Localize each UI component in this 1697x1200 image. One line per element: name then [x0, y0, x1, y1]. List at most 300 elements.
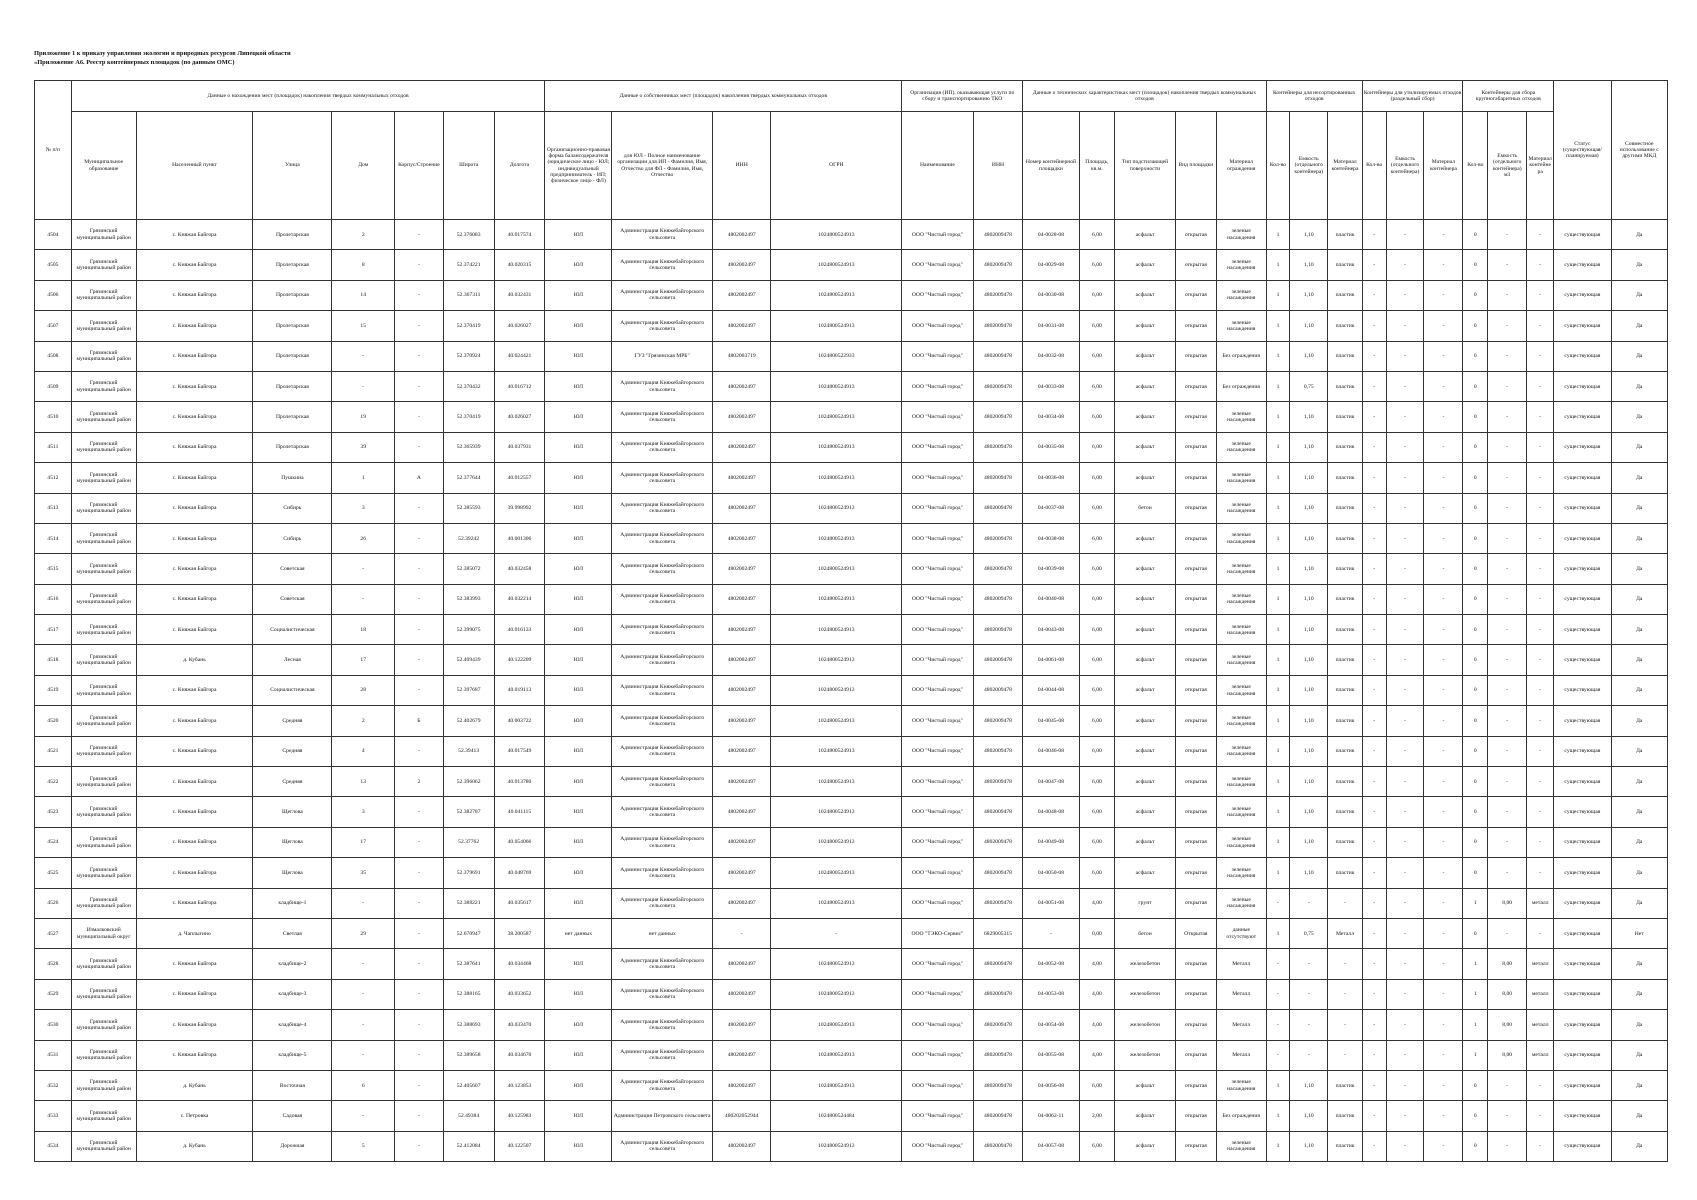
- table-cell: зеленые насаждения: [1216, 645, 1266, 675]
- table-cell: 1,10: [1290, 220, 1328, 250]
- table-cell: Да: [1611, 706, 1667, 736]
- table-cell: 52.388165: [443, 979, 494, 1009]
- table-cell: Грязинский муниципальный район: [71, 767, 136, 797]
- table-cell: открытая: [1175, 220, 1216, 250]
- table-cell: 4504: [35, 220, 72, 250]
- table-cell: -: [1488, 250, 1527, 280]
- table-cell: открытая: [1175, 463, 1216, 493]
- table-cell: 18: [332, 615, 395, 645]
- table-cell: Администрация Княжебайгорского сельсовета: [612, 523, 713, 553]
- table-cell: зеленые насаждения: [1216, 311, 1266, 341]
- table-cell: -: [1362, 949, 1386, 979]
- table-cell: асфальт: [1115, 1070, 1176, 1100]
- table-cell: -: [1424, 432, 1463, 462]
- table-cell: 1,10: [1290, 493, 1328, 523]
- column-header: Материал ограждения: [1216, 112, 1266, 220]
- table-cell: Грязинский муниципальный район: [71, 797, 136, 827]
- table-cell: ООО "Чистый город": [902, 220, 973, 250]
- table-cell: 4802009478: [973, 1131, 1023, 1161]
- table-cell: 52.382787: [443, 797, 494, 827]
- table-cell: 4802002497: [712, 797, 770, 827]
- table-cell: зеленые насаждения: [1216, 797, 1266, 827]
- column-header: Площадь, кв.м.: [1079, 112, 1115, 220]
- table-cell: 19: [332, 402, 395, 432]
- table-cell: 52.377644: [443, 463, 494, 493]
- table-cell: 40.019113: [494, 675, 545, 705]
- table-cell: ЮЛ: [545, 1131, 612, 1161]
- table-cell: -: [1386, 493, 1424, 523]
- table-cell: 4802009478: [973, 979, 1023, 1009]
- table-cell: 40.017574: [494, 220, 545, 250]
- table-cell: Без ограждения: [1216, 371, 1266, 401]
- table-cell: -: [1386, 523, 1424, 553]
- table-cell: ООО "Чистый город": [902, 1101, 973, 1131]
- table-cell: -: [1362, 371, 1386, 401]
- table-cell: пластик: [1328, 1101, 1363, 1131]
- table-cell: 1: [1266, 402, 1290, 432]
- table-cell: -: [1386, 554, 1424, 584]
- table-cell: -: [1386, 1070, 1424, 1100]
- table-cell: 04-0062-11: [1023, 1101, 1079, 1131]
- table-cell: 6,00: [1079, 341, 1115, 371]
- table-cell: с. Княжая Байгора: [136, 311, 253, 341]
- table-cell: -: [1527, 584, 1554, 614]
- table-cell: -: [1527, 280, 1554, 310]
- table-cell: зеленые насаждения: [1216, 858, 1266, 888]
- table-cell: 0,75: [1290, 371, 1328, 401]
- table-cell: Администрация Княжебайгорского сельсовета: [612, 463, 713, 493]
- table-cell: металл: [1527, 1040, 1554, 1070]
- table-cell: ЮЛ: [545, 645, 612, 675]
- column-header: Долгота: [494, 112, 545, 220]
- table-cell: зеленые насаждения: [1216, 493, 1266, 523]
- table-cell: зеленые насаждения: [1216, 675, 1266, 705]
- column-header: Емкость (отдельного контейнера): [1290, 112, 1328, 220]
- table-cell: Да: [1611, 1040, 1667, 1070]
- table-cell: открытая: [1175, 615, 1216, 645]
- table-cell: асфальт: [1115, 827, 1176, 857]
- table-cell: -: [1488, 341, 1527, 371]
- table-cell: 1: [1266, 463, 1290, 493]
- table-cell: с. Княжая Байгора: [136, 523, 253, 553]
- table-cell: пластик: [1328, 402, 1363, 432]
- table-cell: с. Княжая Байгора: [136, 615, 253, 645]
- table-cell: 1: [1266, 827, 1290, 857]
- table-cell: ООО "Чистый город": [902, 584, 973, 614]
- document-header: [34, 50, 291, 67]
- table-cell: существующая: [1554, 493, 1611, 523]
- table-cell: открытая: [1175, 432, 1216, 462]
- table-cell: Администрация Княжебайгорского сельсовета: [612, 706, 713, 736]
- table-cell: 4505: [35, 250, 72, 280]
- table-cell: зеленые насаждения: [1216, 554, 1266, 584]
- table-cell: -: [1488, 402, 1527, 432]
- table-cell: ООО "Чистый город": [902, 523, 973, 553]
- table-cell: -: [1362, 493, 1386, 523]
- table-cell: 4802002497: [712, 432, 770, 462]
- table-cell: 1024800524913: [771, 523, 902, 553]
- table-row: [35, 432, 1668, 462]
- table-cell: -: [1424, 402, 1463, 432]
- table-cell: Администрация Княжебайгорского сельсовета: [612, 675, 713, 705]
- table-cell: А: [395, 463, 444, 493]
- table-cell: -: [1527, 645, 1554, 675]
- table-cell: ЮЛ: [545, 949, 612, 979]
- table-cell: 40.003722: [494, 706, 545, 736]
- table-cell: Грязинский муниципальный район: [71, 311, 136, 341]
- table-cell: с. Княжая Байгора: [136, 979, 253, 1009]
- table-cell: 14: [332, 280, 395, 310]
- table-cell: нет данных: [612, 918, 713, 948]
- table-cell: 4802002497: [712, 1070, 770, 1100]
- header-no: № п/п: [35, 81, 72, 220]
- table-cell: 40.054066: [494, 827, 545, 857]
- table-cell: ЮЛ: [545, 220, 612, 250]
- table-cell: ЮЛ: [545, 554, 612, 584]
- table-cell: 1024800524913: [771, 797, 902, 827]
- table-cell: данные отсутствуют: [1216, 918, 1266, 948]
- table-cell: зеленые насаждения: [1216, 584, 1266, 614]
- table-row: [35, 767, 1668, 797]
- table-cell: 6,00: [1079, 432, 1115, 462]
- table-cell: -: [1266, 1010, 1290, 1040]
- table-cell: ЮЛ: [545, 280, 612, 310]
- table-cell: 4802009478: [973, 1040, 1023, 1070]
- table-cell: -: [1386, 767, 1424, 797]
- table-row: [35, 827, 1668, 857]
- table-cell: -: [395, 888, 444, 918]
- table-cell: -: [395, 918, 444, 948]
- table-cell: 4802009478: [973, 1010, 1023, 1040]
- table-cell: -: [1424, 918, 1463, 948]
- table-row: [35, 220, 1668, 250]
- table-cell: -: [1362, 341, 1386, 371]
- table-cell: ЮЛ: [545, 402, 612, 432]
- table-cell: металл: [1527, 888, 1554, 918]
- table-cell: 40.048769: [494, 858, 545, 888]
- table-cell: -: [1362, 584, 1386, 614]
- table-row: [35, 918, 1668, 948]
- table-cell: Металл: [1216, 979, 1266, 1009]
- table-cell: ООО "Чистый город": [902, 463, 973, 493]
- table-row: [35, 523, 1668, 553]
- table-cell: 1: [1463, 979, 1488, 1009]
- table-cell: 04-0049-08: [1023, 827, 1079, 857]
- table-cell: -: [395, 797, 444, 827]
- table-row: [35, 280, 1668, 310]
- table-cell: зеленые насаждения: [1216, 250, 1266, 280]
- table-cell: -: [1424, 675, 1463, 705]
- table-cell: существующая: [1554, 736, 1611, 766]
- table-cell: открытая: [1175, 523, 1216, 553]
- table-cell: существующая: [1554, 584, 1611, 614]
- table-cell: существующая: [1554, 280, 1611, 310]
- table-cell: Без ограждения: [1216, 1101, 1266, 1131]
- table-cell: -: [1386, 888, 1424, 918]
- table-cell: -: [1386, 341, 1424, 371]
- table-cell: асфальт: [1115, 523, 1176, 553]
- table-cell: пластик: [1328, 341, 1363, 371]
- table-cell: -: [1488, 827, 1527, 857]
- table-cell: Да: [1611, 888, 1667, 918]
- table-cell: -: [1488, 736, 1527, 766]
- table-cell: ЮЛ: [545, 706, 612, 736]
- table-cell: 4802002497: [712, 220, 770, 250]
- table-cell: 2: [395, 767, 444, 797]
- header-line-2: «Приложение А6. Реестр контейнерных площадок (по данным ОМС): [34, 58, 235, 66]
- table-cell: 4523: [35, 797, 72, 827]
- table-cell: существующая: [1554, 371, 1611, 401]
- table-cell: 4802009478: [973, 1101, 1023, 1131]
- table-cell: бетон: [1115, 493, 1176, 523]
- table-cell: -: [332, 371, 395, 401]
- table-cell: существующая: [1554, 463, 1611, 493]
- table-cell: 52.379691: [443, 858, 494, 888]
- table-cell: открытая: [1175, 827, 1216, 857]
- table-cell: Грязинский муниципальный район: [71, 645, 136, 675]
- table-cell: 1024800524913: [771, 675, 902, 705]
- table-cell: открытая: [1175, 280, 1216, 310]
- header-line-1: Приложение 1 к приказу управления экологии и природных ресурсов Липецкой области: [34, 50, 291, 57]
- table-cell: Светлая: [253, 918, 332, 948]
- table-cell: Администрация Княжебайгорского сельсовета: [612, 554, 713, 584]
- table-cell: зеленые насаждения: [1216, 280, 1266, 310]
- table-cell: Администрация Петровского сельсовета: [612, 1101, 713, 1131]
- table-cell: Советская: [253, 554, 332, 584]
- table-cell: -: [332, 1101, 395, 1131]
- table-cell: -: [395, 736, 444, 766]
- table-cell: металл: [1527, 1010, 1554, 1040]
- table-cell: -: [1386, 1010, 1424, 1040]
- table-cell: 1024800524484: [771, 1101, 902, 1131]
- table-cell: 04-0033-08: [1023, 371, 1079, 401]
- table-cell: 3: [332, 493, 395, 523]
- table-cell: Грязинский муниципальный район: [71, 949, 136, 979]
- table-cell: 1,10: [1290, 250, 1328, 280]
- table-cell: Да: [1611, 463, 1667, 493]
- table-cell: асфальт: [1115, 1101, 1176, 1131]
- table-cell: -: [332, 979, 395, 1009]
- table-cell: 52.412084: [443, 1131, 494, 1161]
- table-cell: 04-0054-08: [1023, 1010, 1079, 1040]
- table-cell: Администрация Княжебайгорского сельсовета: [612, 493, 713, 523]
- table-cell: ООО "Чистый город": [902, 797, 973, 827]
- table-cell: Лесная: [253, 645, 332, 675]
- table-cell: Щеглова: [253, 827, 332, 857]
- table-cell: Да: [1611, 250, 1667, 280]
- table-cell: 4802002497: [712, 584, 770, 614]
- table-cell: открытая: [1175, 493, 1216, 523]
- table-cell: 4527: [35, 918, 72, 948]
- table-cell: 4802009478: [973, 220, 1023, 250]
- table-cell: существующая: [1554, 979, 1611, 1009]
- table-cell: Грязинский муниципальный район: [71, 554, 136, 584]
- table-cell: 1: [1266, 371, 1290, 401]
- table-cell: 4802009478: [973, 1070, 1023, 1100]
- table-cell: ЮЛ: [545, 371, 612, 401]
- table-cell: Администрация Княжебайгорского сельсовета: [612, 858, 713, 888]
- table-cell: 4802002497: [712, 736, 770, 766]
- table-cell: -: [1362, 432, 1386, 462]
- table-cell: Грязинский муниципальный район: [71, 858, 136, 888]
- table-cell: 4802009478: [973, 523, 1023, 553]
- table-cell: -: [1488, 280, 1527, 310]
- table-cell: Администрация Княжебайгорского сельсовета: [612, 1040, 713, 1070]
- table-cell: с. Княжая Байгора: [136, 432, 253, 462]
- column-header: Дом: [332, 112, 395, 220]
- table-cell: зеленые насаждения: [1216, 767, 1266, 797]
- table-cell: 1024800524913: [771, 645, 902, 675]
- table-cell: -: [1362, 706, 1386, 736]
- table-cell: 1024800524913: [771, 706, 902, 736]
- table-cell: 4522: [35, 767, 72, 797]
- column-header: ИНН: [712, 112, 770, 220]
- table-cell: 17: [332, 827, 395, 857]
- table-cell: -: [1290, 888, 1328, 918]
- table-cell: 6,00: [1079, 615, 1115, 645]
- table-cell: Дорожная: [253, 1131, 332, 1161]
- table-cell: пластик: [1328, 432, 1363, 462]
- table-cell: Администрация Княжебайгорского сельсовета: [612, 371, 713, 401]
- table-cell: 480202052944: [712, 1101, 770, 1131]
- table-cell: Да: [1611, 767, 1667, 797]
- table-cell: с. Княжая Байгора: [136, 736, 253, 766]
- table-cell: 6,00: [1079, 554, 1115, 584]
- table-row: [35, 1040, 1668, 1070]
- table-cell: -: [1290, 949, 1328, 979]
- table-cell: 04-0030-08: [1023, 280, 1079, 310]
- table-cell: ООО "Чистый город": [902, 1040, 973, 1070]
- table-cell: Пролетарская: [253, 250, 332, 280]
- table-row: [35, 736, 1668, 766]
- table-cell: Администрация Княжебайгорского сельсовета: [612, 767, 713, 797]
- table-cell: зеленые насаждения: [1216, 432, 1266, 462]
- table-cell: Пролетарская: [253, 311, 332, 341]
- table-cell: д. Кубань: [136, 1131, 253, 1161]
- table-cell: Да: [1611, 523, 1667, 553]
- table-cell: 4510: [35, 402, 72, 432]
- table-cell: асфальт: [1115, 645, 1176, 675]
- table-cell: Да: [1611, 827, 1667, 857]
- table-cell: ЮЛ: [545, 1101, 612, 1131]
- table-cell: -: [1527, 675, 1554, 705]
- table-cell: 38.200587: [494, 918, 545, 948]
- table-cell: 0: [1463, 706, 1488, 736]
- table-cell: 4802009478: [973, 371, 1023, 401]
- table-cell: -: [1386, 220, 1424, 250]
- table-row: [35, 311, 1668, 341]
- table-cell: асфальт: [1115, 402, 1176, 432]
- group-owners: Данные о собственниках мест (площадок) накопления твердых коммунальных отходов: [545, 81, 902, 112]
- table-cell: -: [1362, 250, 1386, 280]
- table-cell: 04-0040-08: [1023, 584, 1079, 614]
- table-cell: 4534: [35, 1131, 72, 1161]
- table-cell: -: [1386, 949, 1424, 979]
- table-cell: 4802009478: [973, 280, 1023, 310]
- table-cell: -: [1527, 706, 1554, 736]
- table-cell: 4529: [35, 979, 72, 1009]
- table-cell: 40.034670: [494, 1040, 545, 1070]
- table-cell: -: [1362, 797, 1386, 827]
- table-cell: -: [1527, 311, 1554, 341]
- table-cell: открытая: [1175, 858, 1216, 888]
- table-cell: 1024800524913: [771, 615, 902, 645]
- table-cell: -: [1424, 979, 1463, 1009]
- table-cell: существующая: [1554, 797, 1611, 827]
- table-cell: с. Княжая Байгора: [136, 371, 253, 401]
- table-cell: 6,00: [1079, 463, 1115, 493]
- table-cell: Грязинский муниципальный район: [71, 371, 136, 401]
- table-cell: 1: [1266, 1131, 1290, 1161]
- table-cell: грунт: [1115, 888, 1176, 918]
- table-cell: -: [1386, 311, 1424, 341]
- table-cell: -: [1424, 311, 1463, 341]
- table-cell: Да: [1611, 554, 1667, 584]
- table-cell: -: [1362, 523, 1386, 553]
- table-cell: 52.49384: [443, 1101, 494, 1131]
- table-cell: 1,10: [1290, 463, 1328, 493]
- table-cell: 4802009478: [973, 827, 1023, 857]
- table-cell: с. Княжая Байгора: [136, 675, 253, 705]
- table-cell: 4802002497: [712, 371, 770, 401]
- table-cell: ЮЛ: [545, 341, 612, 371]
- table-cell: 4513: [35, 493, 72, 523]
- table-cell: с. Княжая Байгора: [136, 858, 253, 888]
- table-cell: 1024800524913: [771, 858, 902, 888]
- table-cell: 6,00: [1079, 311, 1115, 341]
- column-header: Номер контейнерной площадки: [1023, 112, 1079, 220]
- table-cell: 1,10: [1290, 584, 1328, 614]
- table-cell: 40.034468: [494, 949, 545, 979]
- table-cell: 4802009478: [973, 888, 1023, 918]
- table-cell: 1024800522933: [771, 341, 902, 371]
- table-cell: асфальт: [1115, 250, 1176, 280]
- table-cell: ЮЛ: [545, 584, 612, 614]
- table-cell: 4531: [35, 1040, 72, 1070]
- table-cell: 1024800524913: [771, 371, 902, 401]
- table-cell: -: [1362, 858, 1386, 888]
- table-cell: 52.370924: [443, 341, 494, 371]
- table-cell: 04-0043-08: [1023, 615, 1079, 645]
- table-cell: существующая: [1554, 1131, 1611, 1161]
- table-cell: Грязинский муниципальный район: [71, 1101, 136, 1131]
- table-cell: 4515: [35, 554, 72, 584]
- table-cell: -: [1488, 918, 1527, 948]
- table-cell: 52.409439: [443, 645, 494, 675]
- table-cell: 1: [1266, 220, 1290, 250]
- column-header: Емкость (отдельного контейнера) м3: [1488, 112, 1527, 220]
- table-cell: с. Княжая Байгора: [136, 827, 253, 857]
- table-cell: -: [712, 918, 770, 948]
- table-cell: 0: [1463, 797, 1488, 827]
- table-cell: ООО "ТЭКО-Сервис": [902, 918, 973, 948]
- table-cell: 40.013780: [494, 767, 545, 797]
- table-cell: 1: [1266, 311, 1290, 341]
- table-cell: 6829005315: [973, 918, 1023, 948]
- table-cell: -: [395, 493, 444, 523]
- table-cell: Да: [1611, 979, 1667, 1009]
- table-cell: 0: [1463, 250, 1488, 280]
- table-cell: 52.402679: [443, 706, 494, 736]
- table-cell: с. Княжая Байгора: [136, 220, 253, 250]
- table-cell: ООО "Чистый город": [902, 675, 973, 705]
- table-cell: 1024800524913: [771, 1131, 902, 1161]
- table-cell: 52.388693: [443, 1010, 494, 1040]
- table-cell: 40.123853: [494, 1070, 545, 1100]
- table-cell: 0: [1463, 645, 1488, 675]
- table-cell: -: [1488, 767, 1527, 797]
- table-cell: открытая: [1175, 371, 1216, 401]
